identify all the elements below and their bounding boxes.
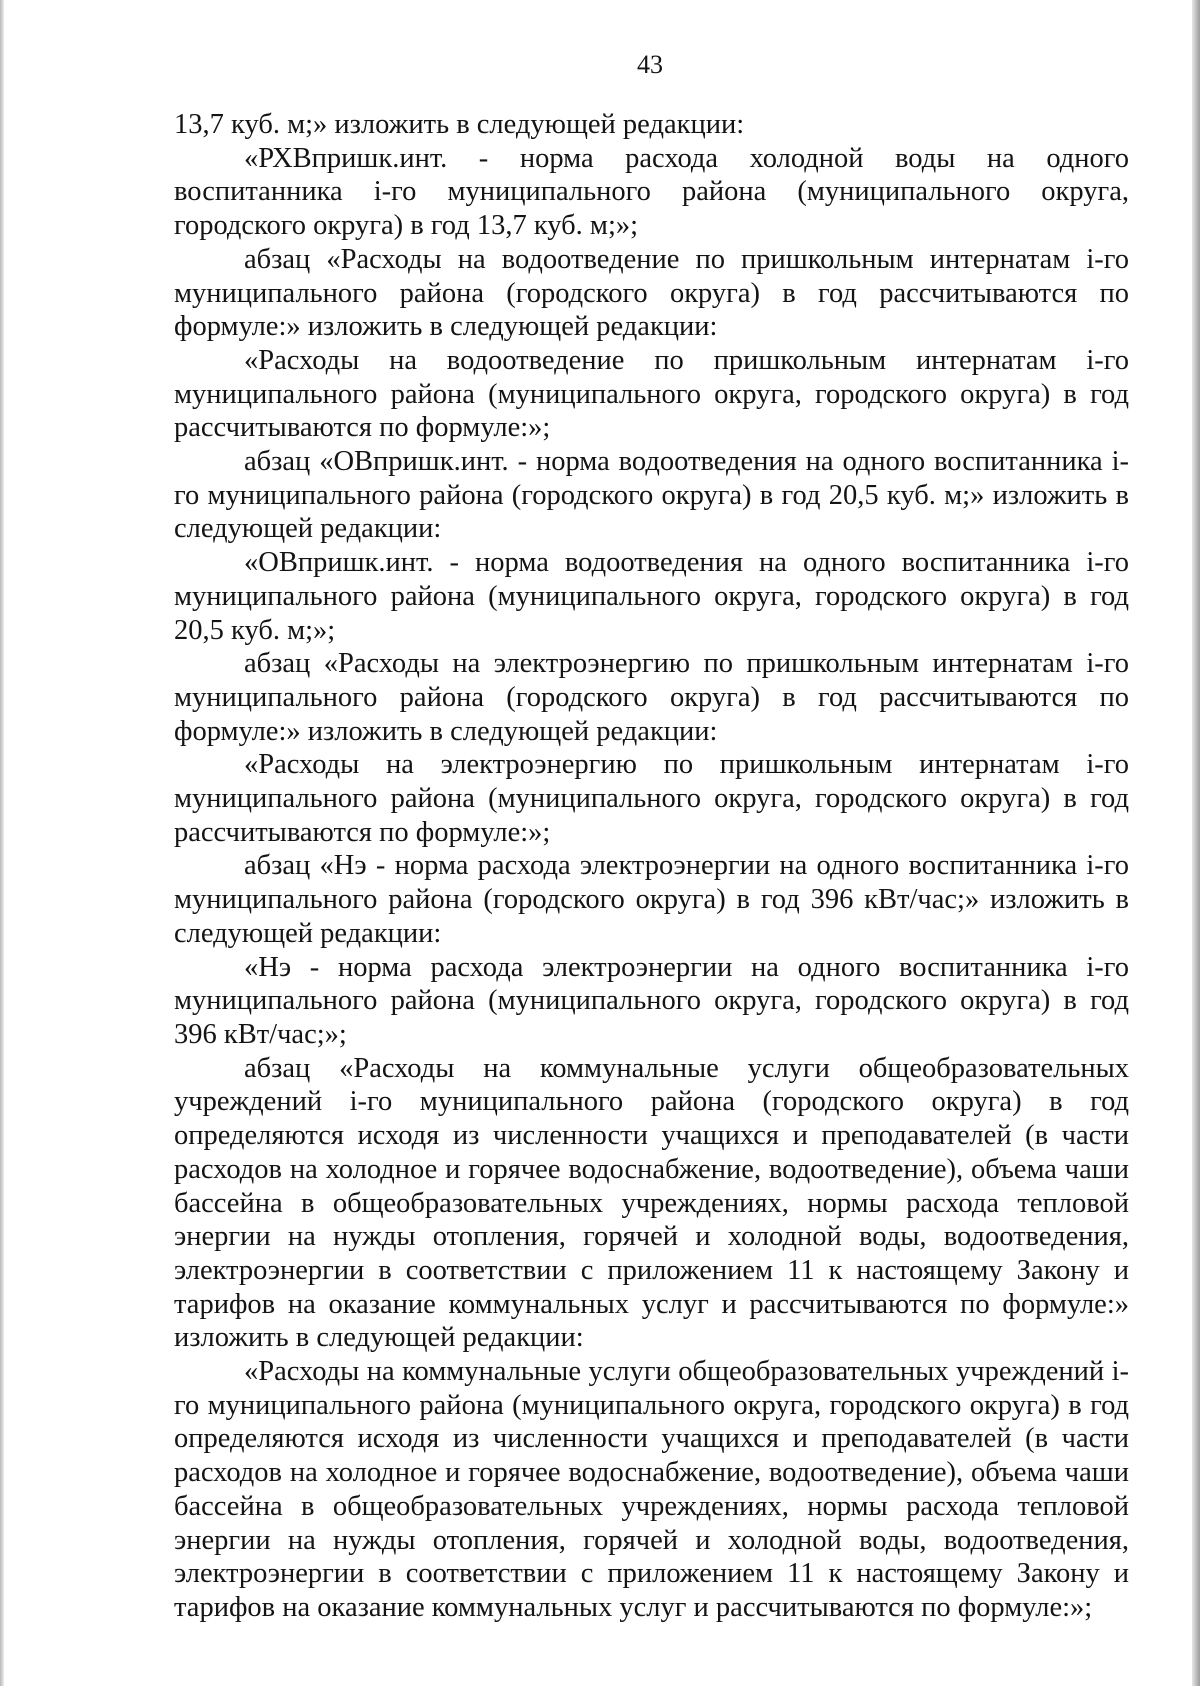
scan-edge-right [1192,0,1200,1686]
paragraph: абзац «Нэ - норма расхода электроэнергии на одного воспитанника i-го муниципального района (городского округа) в год 396 кВт/час;» изложить в следующей редакции: [174,850,1129,949]
paragraph: «ОВпришк.инт. - норма водоотведения на одного воспитанника i-го муниципального района (муниципального округа, городского округа) в год 20,5 куб. м;»; [174,547,1129,646]
paragraph: «РХВпришк.инт. - норма расхода холодной воды на одного воспитанника i-го муниципального района (муниципального округа, городского округа) в год 13,7 куб. м;»; [174,142,1129,242]
paragraph: абзац «Расходы на водоотведение по пришкольным интернатам i-го муниципального района (городского округа) в год рассчитываются по формуле:» изложить в следующей редакции: [174,243,1129,343]
paragraph: «Нэ - норма расхода электроэнергии на одного воспитанника i-го муниципального района (муниципального округа, городского округа) в год 396 кВт/час;»; [174,951,1129,1050]
body-text [174,108,1129,1625]
paragraph: «Расходы на электроэнергию по пришкольным интернатам i-го муниципального района (муниципального округа, городского округа) в год рассчитываются по формуле:»; [174,749,1129,848]
paragraph: 13,7 куб. м;» изложить в следующей редакции: [174,109,745,140]
paragraph: «Расходы на коммунальные услуги общеобразовательных учреждений i-го муниципального района (муниципального округа, городского округа) в год определяются исходя из численности учащихся и преподавателей (в части расходов на холодное и горячее водоснабжение, водоотведение), объема чаши бассейна в общеобразовательных учреждениях, нормы расхода тепловой энергии на нужды отопления, горячей и холодной воды, водоотведения, электроэнергии в соответствии с приложением 11 к настоящему Закону и тарифов на оказание коммунальных услуг и рассчитываются по формуле:»; [174,1356,1129,1623]
paragraph: абзац «Расходы на коммунальные услуги общеобразовательных учреждений i-го муниципального района (городского округа) в год определяются исходя из численности учащихся и преподавателей (в части расходов на холодное и горячее водоснабжение, водоотведение), объема чаши бассейна в общеобразовательных учреждениях, нормы расхода тепловой энергии на нужды отопления, горячей и холодной воды, водоотведения, электроэнергии в соответствии с приложением 11 к настоящему Закону и тарифов на оказание коммунальных услуг и рассчитываются по формуле:» изложить в следующей редакции: [174,1052,1129,1354]
scan-edge-left [0,0,4,1686]
paragraph: «Расходы на водоотведение по пришкольным интернатам i-го муниципального района (муниципального округа, городского округа) в год рассчитываются по формуле:»; [174,344,1129,444]
paragraph: абзац «Расходы на электроэнергию по пришкольным интернатам i-го муниципального района (городского округа) в год рассчитываются по формуле:» изложить в следующей редакции: [174,648,1129,747]
paragraph: абзац «ОВпришк.инт. - норма водоотведения на одного воспитанника i-го муниципального района (городского округа) в год 20,5 куб. м;» изложить в следующей редакции: [174,446,1129,545]
page-number: 43 [637,50,663,79]
